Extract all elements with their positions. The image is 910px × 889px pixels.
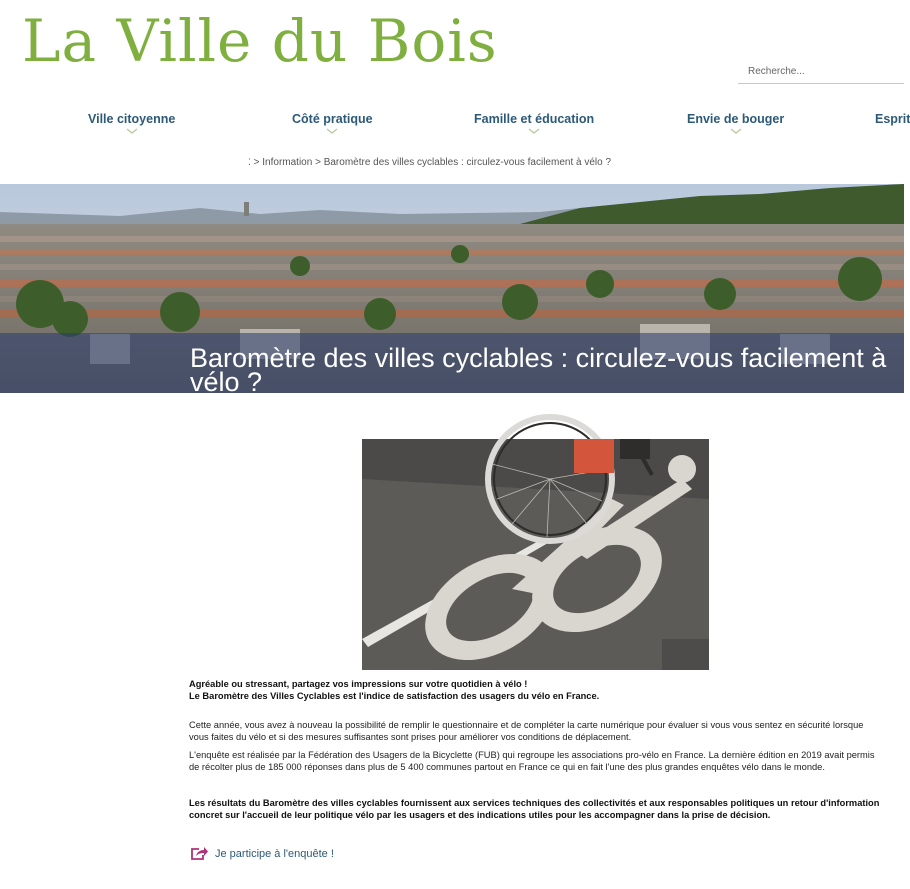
page-title: Baromètre des villes cyclables : circulez-vous facilement à vélo ? [190,343,887,397]
participate-link[interactable] [190,846,334,861]
nav-item-label: Côté pratique [292,112,373,126]
article-paragraph-3 [189,797,882,821]
nav-item-label: Envie de bouger [687,112,785,126]
chevron-down-icon [327,129,337,134]
bike-lane-image [362,439,709,670]
nav-item-label: Esprit [875,112,910,126]
chevron-down-icon [731,129,741,134]
nav-item-famille-education[interactable] [474,112,594,134]
article-paragraph-1 [189,719,882,743]
chevron-down-icon [127,129,137,134]
main-nav [0,112,910,142]
paragraph-text: Les résultats du Baromètre des villes cyclables fournissent aux services techniques des collectivités et aux responsables politiques un retour d'information concret sur l'accueil de leur politique vélo par les usagers et des indications utiles pour les accompagner dans la prise de décision. [189,798,880,820]
chevron-down-icon [529,129,539,134]
paragraph-text: Cette année, vous avez à nouveau la possibilité de remplir le questionnaire et de compléter la carte numérique pour évaluer si vous vous sentez en sécurité lorsque vous faites du vélo et si des mesures suffisantes sont prises pour améliorer vos conditions de déplacement. [189,720,864,742]
share-arrow-icon [190,846,208,861]
article-intro [189,678,882,702]
nav-item-label: Ville citoyenne [88,112,176,126]
intro-line-1: Agréable ou stressant, partagez vos impressions sur votre quotidien à vélo ! [189,679,528,689]
nav-item-cote-pratique[interactable] [292,112,373,134]
home-icon[interactable]: ⁚ [248,157,251,167]
nav-item-ville-citoyenne[interactable] [88,112,175,134]
nav-item-esprit[interactable] [875,112,910,126]
hero-banner [0,184,904,397]
site-title[interactable]: La Ville du Bois [22,7,498,75]
intro-line-2: Le Baromètre des Villes Cyclables est l'indice de satisfaction des usagers du vélo en France. [189,691,600,701]
nav-item-label: Famille et éducation [474,112,595,126]
participate-link-label[interactable]: Je participe à l'enquête ! [215,847,334,860]
article-paragraph-2 [189,749,882,773]
breadcrumb [248,157,611,168]
bicycle-lane-photo [362,439,709,670]
nav-item-envie-de-bouger[interactable] [687,112,784,134]
paragraph-text: L'enquête est réalisée par la Fédération des Usagers de la Bicyclette (FUB) qui regroupe les associations pro-vélo en France. La dernière édition en 2019 avait permis de récolter plus de 185 000 réponses dans plus de 5 400 communes partout en France ce qui en fait l'une des plus grandes enquêtes vélo dans le monde. [189,750,875,772]
breadcrumb-trail[interactable]: > Information > Baromètre des villes cyclables : circulez-vous facilement à vélo ? [250,157,612,168]
search-input[interactable] [738,60,904,84]
